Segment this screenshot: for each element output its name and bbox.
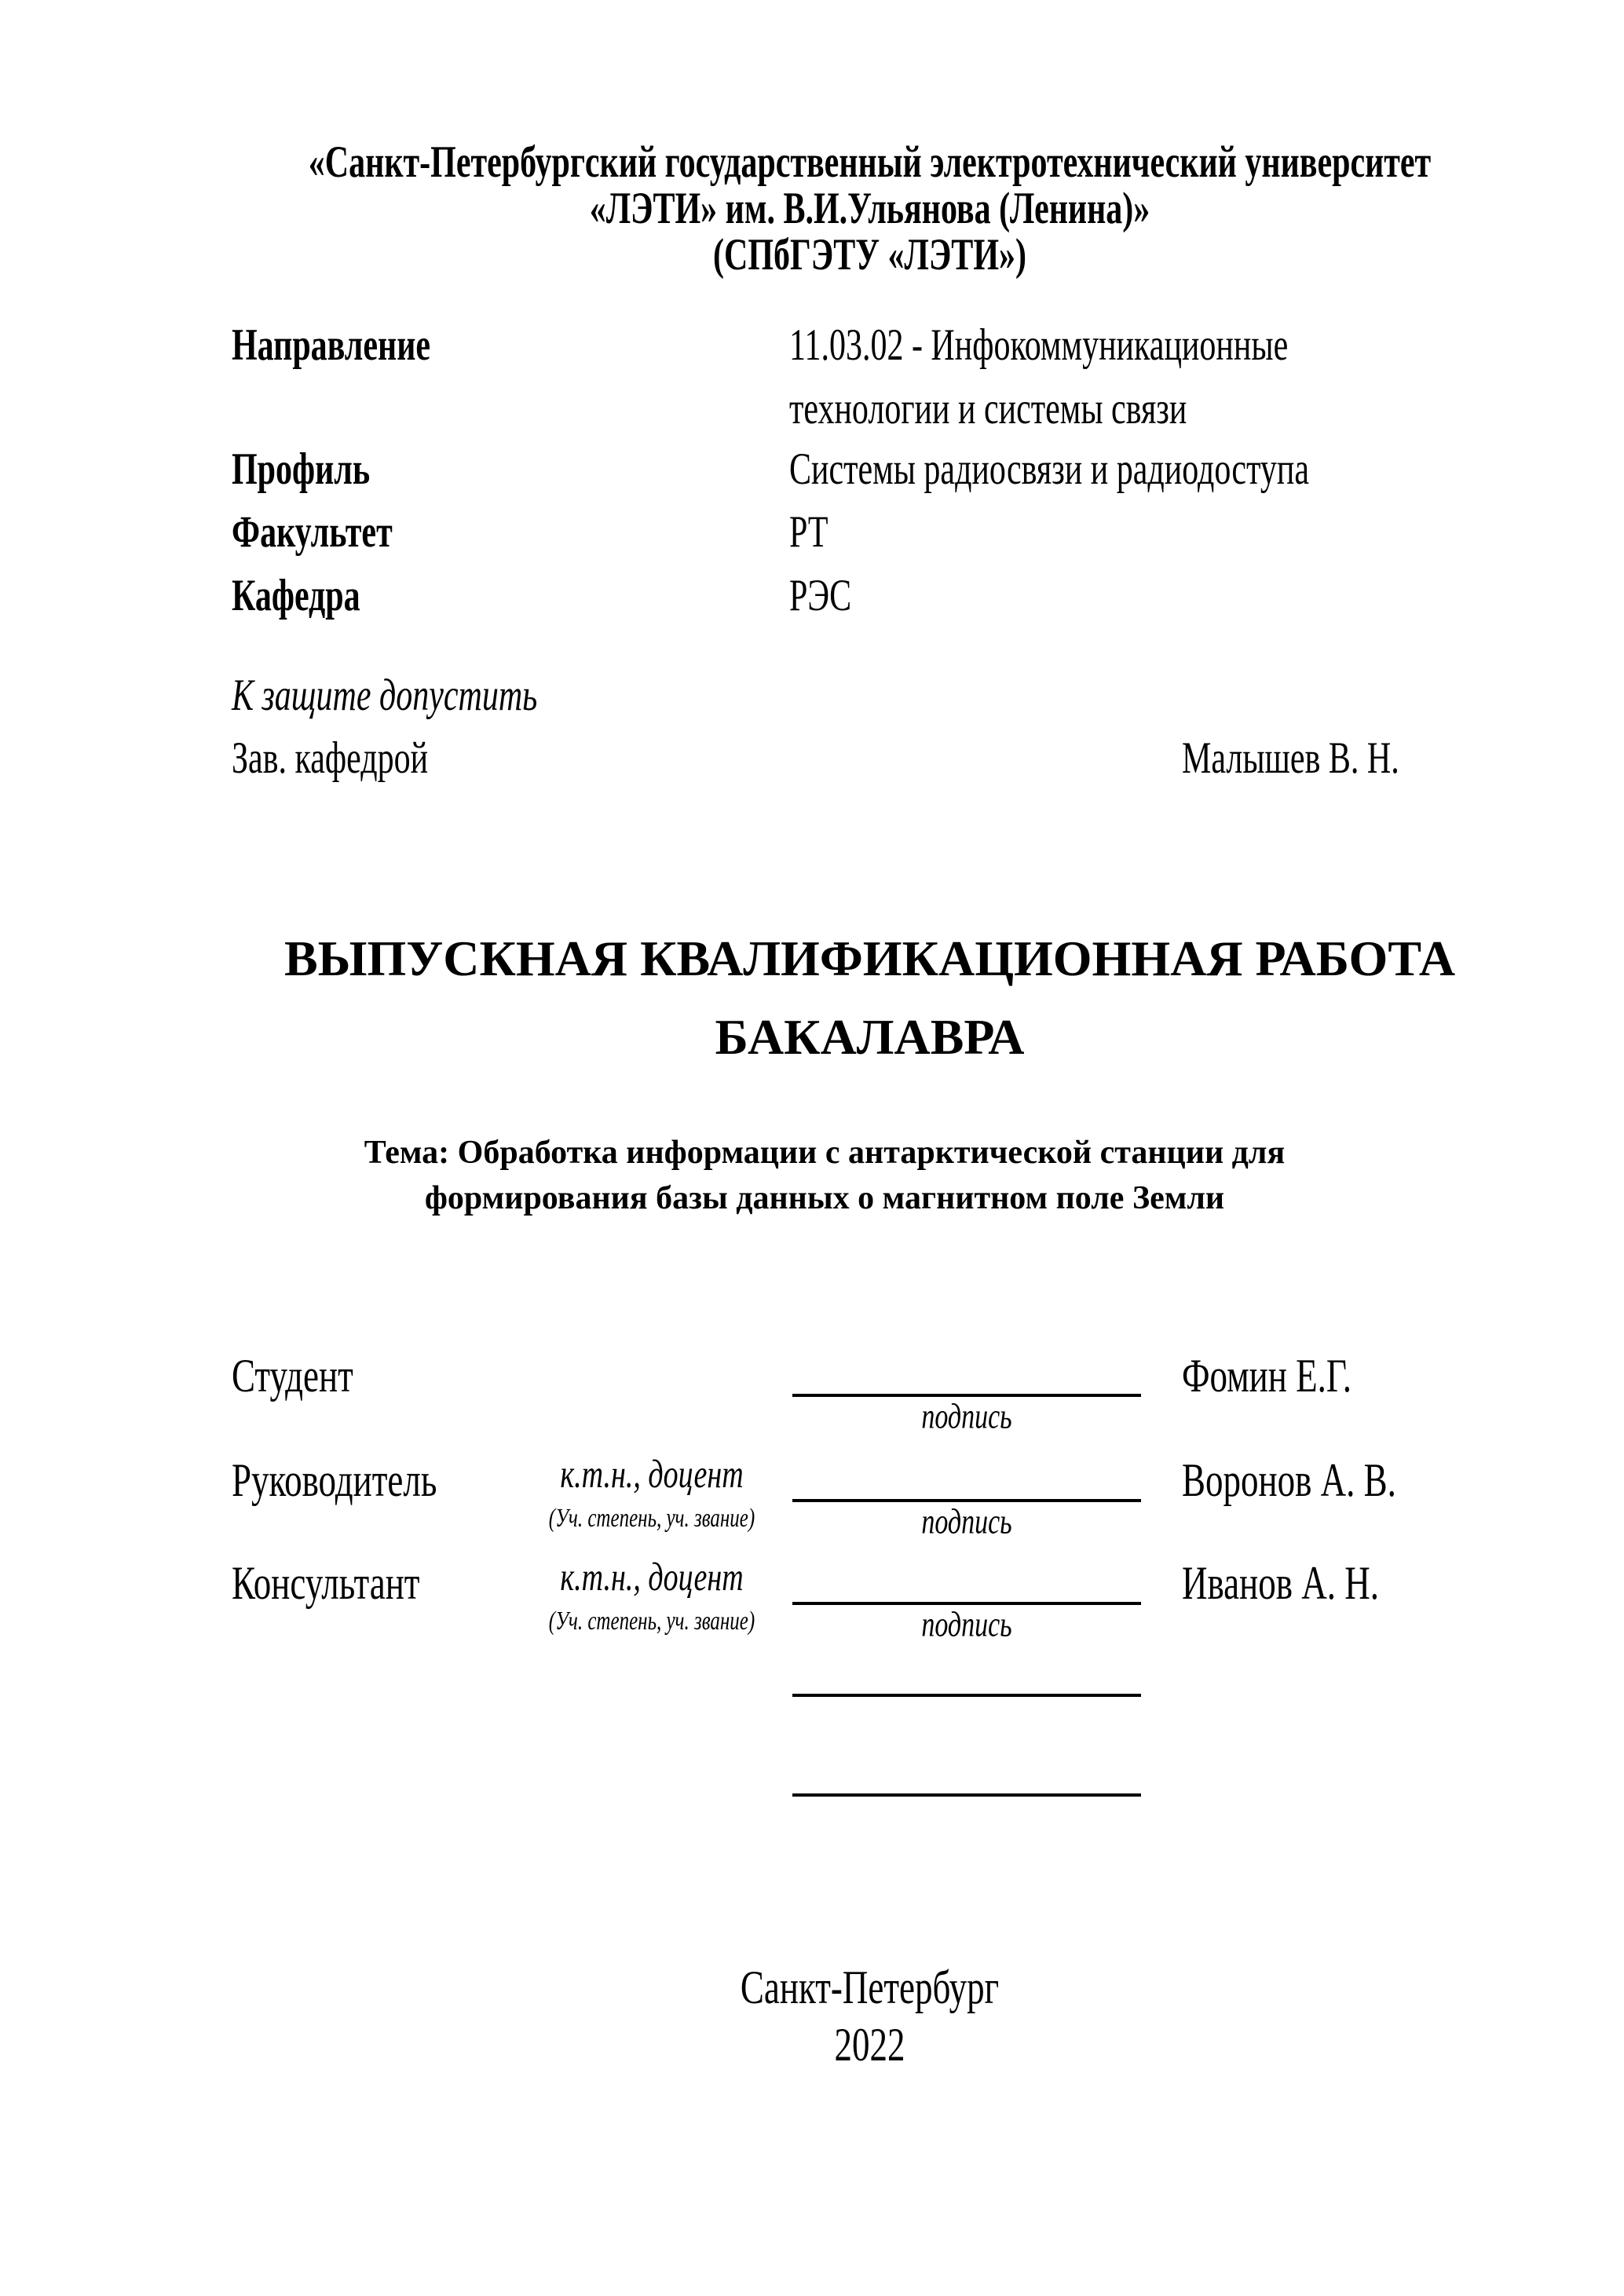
- work-title-line1: ВЫПУСКНАЯ КВАЛИФИКАЦИОННАЯ РАБОТА: [283, 930, 1456, 986]
- dept-head-label: Зав. кафедрой: [232, 734, 429, 784]
- admission-permit-text: К защите допустить: [232, 671, 538, 721]
- student-signature-caption: подпись: [921, 1397, 1012, 1437]
- supervisor-signature-caption: подпись: [921, 1502, 1012, 1542]
- footer-year: 2022: [834, 2017, 905, 2071]
- dept-head-name: Малышев В. Н.: [1182, 734, 1399, 784]
- field-value-direction-line2: технологии и системы связи: [789, 385, 1187, 434]
- supervisor-degree: к.т.н., доцент: [560, 1452, 744, 1497]
- student-name: Фомин Е.Г.: [1182, 1348, 1352, 1402]
- university-header-line1: «Санкт-Петербургский государственный электротехнический университет: [308, 138, 1432, 188]
- university-header-line2: «ЛЭТИ» им. В.И.Ульянова (Ленина)»: [589, 185, 1150, 234]
- field-value-faculty: РТ: [789, 508, 828, 558]
- consultant-signature-caption: подпись: [921, 1605, 1012, 1645]
- university-header-line3: (СПбГЭТУ «ЛЭТИ»): [713, 231, 1026, 280]
- consultant-degree: к.т.н., доцент: [560, 1555, 744, 1600]
- supervisor-name: Воронов А. В.: [1182, 1453, 1396, 1507]
- theme-line2: формирования базы данных о магнитном поле Земли: [424, 1180, 1225, 1216]
- field-value-direction-line1: 11.03.02 - Инфокоммуникационные: [789, 321, 1289, 371]
- signature-role-student: Студент: [232, 1348, 353, 1402]
- field-label-department: Кафедра: [232, 572, 360, 621]
- consultant-name: Иванов А. Н.: [1182, 1556, 1379, 1610]
- signature-role-supervisor: Руководитель: [232, 1453, 437, 1507]
- empty-signature-line-1: [792, 1694, 1141, 1697]
- field-value-department: РЭС: [789, 572, 852, 621]
- work-title-line2: БАКАЛАВРА: [715, 1009, 1025, 1065]
- field-label-direction: Направление: [232, 321, 431, 371]
- theme-line1: Тема: Обработка информации с антарктической станции для: [364, 1135, 1286, 1171]
- footer-city: Санкт-Петербург: [740, 1960, 1000, 2014]
- field-value-profile: Системы радиосвязи и радиодоступа: [789, 445, 1309, 495]
- supervisor-degree-note: (Уч. степень, уч. звание): [548, 1504, 755, 1534]
- field-label-profile: Профиль: [232, 445, 371, 495]
- field-label-faculty: Факультет: [232, 508, 393, 558]
- consultant-degree-note: (Уч. степень, уч. звание): [548, 1607, 755, 1636]
- empty-signature-line-2: [792, 1793, 1141, 1797]
- signature-role-consultant: Консультант: [232, 1556, 420, 1610]
